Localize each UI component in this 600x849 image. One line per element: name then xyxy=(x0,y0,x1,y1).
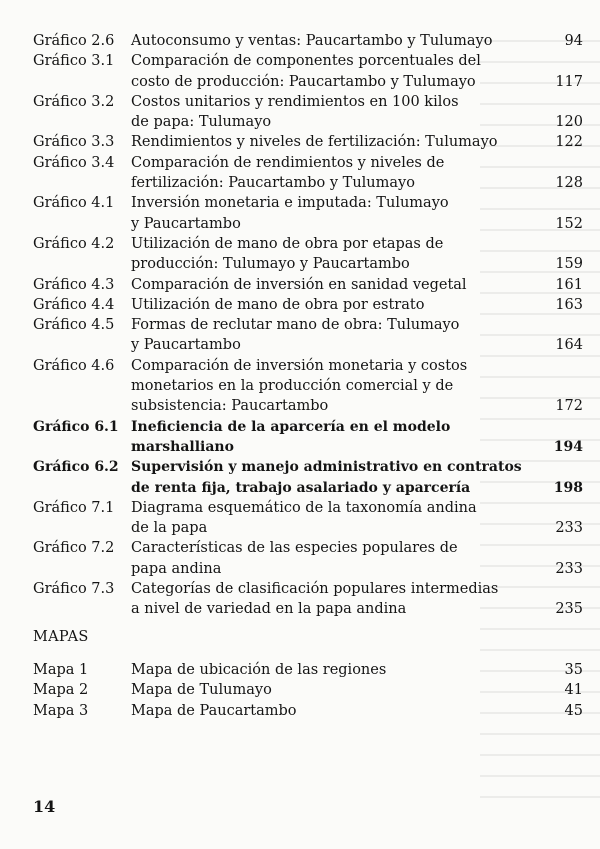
list-item xyxy=(33,153,583,194)
page-number: 14 xyxy=(33,797,56,816)
entry-label: Gráfico 3.3 xyxy=(33,134,115,151)
entry-title: Diagrama esquemático de la taxonomía andina de la papa xyxy=(131,499,477,537)
list-item xyxy=(33,579,583,620)
list-item xyxy=(33,457,583,498)
entry-title: Mapa de Tulumayo xyxy=(131,682,272,699)
entry-label: Gráfico 3.4 xyxy=(33,154,115,171)
entry-title: Rendimientos y niveles de fertilización: Tulumayo xyxy=(131,134,498,151)
figure-list xyxy=(33,31,583,620)
entry-title: Comparación de componentes porcentuales del costo de producción: Paucartambo y Tulumayo xyxy=(131,53,481,90)
list-item xyxy=(33,315,583,356)
entry-page: 94 xyxy=(564,33,583,49)
entry-label: Gráfico 2.6 xyxy=(33,33,115,49)
entry-label: Gráfico 4.2 xyxy=(33,235,115,252)
entry-label: Gráfico 6.1 xyxy=(33,418,119,435)
entry-title: Mapa de Paucartambo xyxy=(131,702,297,719)
entry-page: 41 xyxy=(564,682,583,699)
entry-page: 152 xyxy=(555,215,583,232)
map-list xyxy=(33,660,583,721)
entry-title: Comparación de rendimientos y niveles de fertilización: Paucartambo y Tulumayo xyxy=(131,154,445,192)
entry-label: Gráfico 7.3 xyxy=(33,581,115,598)
entry-title: Mapa de ubicación de las regiones xyxy=(131,662,387,678)
entry-label: Gráfico 4.6 xyxy=(33,357,115,374)
entry-label: Gráfico 6.2 xyxy=(33,459,119,476)
entry-label: Gráfico 4.4 xyxy=(33,296,115,313)
list-item xyxy=(33,356,583,417)
list-item xyxy=(33,275,583,295)
entry-title: Características de las especies populares de papa andina xyxy=(131,540,458,577)
entry-page: 35 xyxy=(564,662,583,678)
list-item xyxy=(33,498,583,539)
entry-label: Gráfico 7.2 xyxy=(33,540,115,557)
map-item xyxy=(33,680,583,700)
entry-label: Mapa 2 xyxy=(33,682,89,699)
entry-title: Supervisión y manejo administrativo en contratos de renta fija, trabajo asalariado y aparcería xyxy=(131,459,522,496)
entry-title: Comparación de inversión monetaria y costos monetarios en la producción comercial y de subsistencia: Paucartambo xyxy=(131,357,468,415)
entry-page: 233 xyxy=(555,560,583,577)
entry-page: 233 xyxy=(555,520,583,537)
entry-page: 117 xyxy=(555,73,583,90)
entry-label: Gráfico 4.1 xyxy=(33,195,115,212)
entry-page: 159 xyxy=(555,256,583,273)
list-item xyxy=(33,92,583,133)
entry-page: 172 xyxy=(555,398,583,415)
entry-label: Mapa 3 xyxy=(33,702,89,719)
entry-title: Costos unitarios y rendimientos en 100 kilos de papa: Tulumayo xyxy=(131,93,459,131)
entry-label: Gráfico 3.1 xyxy=(33,53,115,70)
entry-label: Mapa 1 xyxy=(33,662,89,678)
entry-page: 163 xyxy=(555,296,583,313)
list-item xyxy=(33,295,583,315)
entry-title: Ineficiencia de la aparcería en el modelo marshalliano xyxy=(131,418,451,455)
entry-label: Gráfico 4.5 xyxy=(33,317,115,334)
entry-title: Formas de reclutar mano de obra: Tulumayo y Paucartambo xyxy=(131,317,460,354)
entry-label: Gráfico 7.1 xyxy=(33,499,115,516)
entry-title: Utilización de mano de obra por estrato xyxy=(131,296,425,313)
list-item xyxy=(33,132,583,152)
list-item xyxy=(33,51,583,92)
entry-page: 194 xyxy=(553,438,583,455)
entry-title: Autoconsumo y ventas: Paucartambo y Tulumayo xyxy=(131,33,493,49)
entry-page: 235 xyxy=(555,601,583,618)
entry-page: 128 xyxy=(555,175,583,192)
list-item xyxy=(33,234,583,275)
entry-label: Gráfico 3.2 xyxy=(33,93,115,110)
section-heading-maps: MAPAS xyxy=(33,629,89,645)
entry-title: Categorías de clasificación populares intermedias a nivel de variedad en la papa andina xyxy=(131,581,499,618)
map-item xyxy=(33,701,583,721)
entry-title: Comparación de inversión en sanidad vegetal xyxy=(131,276,467,293)
list-item xyxy=(33,31,583,51)
entry-title: Inversión monetaria e imputada: Tulumayo y Paucartambo xyxy=(131,195,449,232)
entry-title: Utilización de mano de obra por etapas de producción: Tulumayo y Paucartambo xyxy=(131,235,444,273)
list-item xyxy=(33,193,583,234)
list-item xyxy=(33,417,583,458)
entry-page: 198 xyxy=(553,479,583,496)
entry-page: 45 xyxy=(564,702,583,719)
entry-page: 164 xyxy=(555,337,583,354)
entry-label: Gráfico 4.3 xyxy=(33,276,115,293)
entry-page: 122 xyxy=(555,134,583,151)
entry-page: 161 xyxy=(555,276,583,293)
entry-page: 120 xyxy=(555,114,583,131)
map-item xyxy=(33,660,583,680)
list-item xyxy=(33,538,583,579)
